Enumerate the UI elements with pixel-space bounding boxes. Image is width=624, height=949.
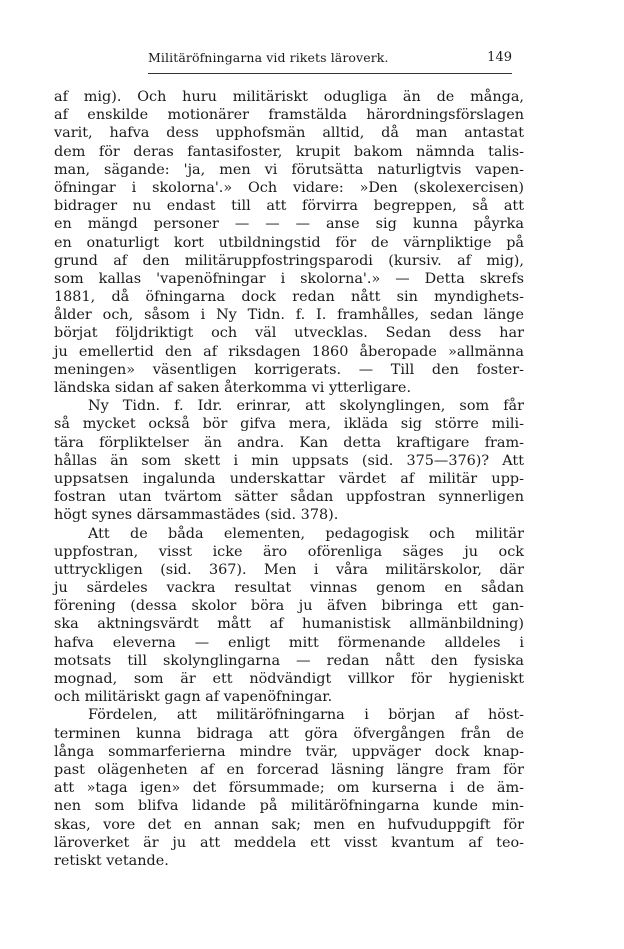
text-line: förening (dessa skolor böra ju äfven bibringa ett gan- [54, 598, 524, 615]
text-line: hafva eleverna — enligt mitt förmenande alldeles i [54, 634, 524, 651]
text-line: motsats till skolynglingarna — redan nått den fysiska [54, 652, 524, 669]
text-line: ju särdeles vackra resultat vinnas genom en sådan [54, 580, 524, 597]
text-line: så mycket också bör gifva mera, ikläda sig större mili- [54, 416, 524, 433]
text-line: långa sommarferierna mindre tvär, uppväger dock knap- [54, 743, 524, 760]
text-line: öfningar i skolorna'.» Och vidare: »Den (skolexercisen) [54, 179, 524, 196]
page-header [148, 50, 516, 70]
text-line: grund af den militäruppfostringsparodi (kursiv. af mig), [54, 252, 524, 269]
text-line: meningen» väsentligen korrigerats. — Till den foster- [54, 361, 524, 378]
text-line: hållas än som skett i min uppsats (sid. 375—376)? Att [54, 452, 524, 469]
paragraph-start-line: Fördelen, att militäröfningarna i början af höst- [88, 707, 524, 724]
text-line: terminen kunna bidraga att göra öfvergången från de [54, 725, 524, 742]
running-title: Militäröfningarna vid rikets läroverk. [148, 50, 389, 65]
text-line: dem för deras fantasifoster, krupit bakom nämnda talis- [54, 143, 524, 160]
text-line: tära förpliktelser än andra. Kan detta kraftigare fram- [54, 434, 524, 451]
text-line: skas, vore det en annan sak; men en hufvuduppgift för [54, 816, 524, 833]
text-line: uppfostran, visst icke äro oförenliga säges ju ock [54, 543, 524, 560]
text-line: en onaturligt kort utbildningstid för de värnpliktige på [54, 234, 524, 251]
paragraph-start-line: Att de båda elementen, pedagogisk och militär [88, 525, 524, 542]
text-line: bidrager nu endast till att förvirra begreppen, så att [54, 198, 524, 215]
paragraph-end-line: högt synes därsammastädes (sid. 378). [54, 507, 339, 524]
text-line: att »taga igen» det försummade; om kurserna i de äm- [54, 780, 524, 797]
text-line: ska aktningsvärdt mått af humanistisk allmänbildning) [54, 616, 524, 633]
text-line: 1881, då öfningarna dock redan nått sin myndighets- [54, 289, 524, 306]
text-line: nen som blifva lidande på militäröfningarna kunde min- [54, 798, 524, 815]
paragraph-end-line: ländska sidan af saken återkomma vi ytterligare. [54, 380, 412, 396]
paragraph-end-line: retiskt vetande. [54, 852, 169, 869]
paragraph-end-line: och militäriskt gagn af vapenöfningar. [54, 689, 333, 706]
text-line: uttryckligen (sid. 367). Men i våra militärskolor, där [54, 561, 524, 578]
text-line: uppsatsen ingalunda underskattar värdet af militär upp- [54, 470, 524, 487]
paragraph-start-line: Ny Tidn. f. Idr. erinrar, att skolynglingen, som får [88, 398, 524, 415]
body-text [54, 88, 524, 870]
text-line: varit, hafva dess upphofsmän alltid, då man antastat [54, 125, 524, 142]
text-line: som kallas 'vapenöfningar i skolorna'.» — Detta skrefs [54, 270, 524, 287]
text-line: af mig). Och huru militäriskt odugliga än de många, [54, 89, 524, 105]
text-line: fostran utan tvärtom sätter sådan uppfostran synnerligen [54, 489, 524, 506]
text-line: börjat följdriktigt och väl utvecklas. Sedan dess har [54, 325, 524, 342]
text-line: past olägenheten af en forcerad läsning längre fram för [54, 761, 524, 778]
text-line: mognad, som är ett nödvändigt villkor för hygieniskt [54, 671, 524, 687]
text-line: en mängd personer — — — anse sig kunna påyrka [54, 216, 524, 233]
text-line: ju emellertid den af riksdagen 1860 åberopade »allmänna [54, 343, 524, 360]
text-line: läroverket är ju att meddela ett visst kvantum af teo- [54, 834, 524, 851]
text-line: ålder och, såsom i Ny Tidn. f. I. framhålles, sedan länge [54, 307, 524, 324]
page-number: 149 [487, 50, 512, 65]
header-rule [148, 73, 512, 74]
text-line: af enskilde motionärer framstälda härordningsförslagen [54, 107, 524, 124]
text-line: man, sägande: 'ja, men vi förutsätta naturligtvis vapen- [54, 161, 524, 178]
